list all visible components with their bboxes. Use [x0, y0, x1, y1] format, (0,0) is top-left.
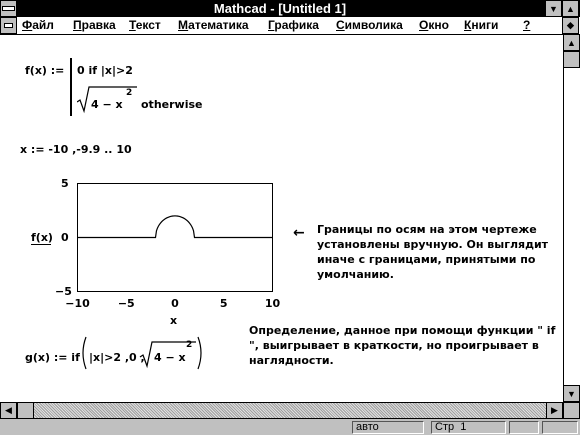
system-menu-icon[interactable]	[0, 0, 17, 17]
menu-bar	[0, 17, 580, 35]
status-page-label: Стр	[435, 421, 455, 433]
g-sqrt-exponent: 2	[186, 340, 193, 350]
y-label-underline	[31, 244, 51, 245]
menu-item[interactable]	[336, 18, 403, 32]
menu-item[interactable]	[523, 18, 530, 32]
vertical-scrollbar[interactable]	[563, 34, 580, 402]
menu-item-mnemonic: К	[464, 18, 472, 32]
cases-brace	[70, 58, 72, 116]
menu-item-label: айл	[32, 18, 54, 32]
x-tick-label: −5	[117, 297, 135, 310]
window-title: Mathcad - [Untitled 1]	[213, 1, 347, 16]
status-page	[431, 421, 506, 434]
minimize-button[interactable]: ▼	[545, 0, 562, 17]
scroll-right-button[interactable]: ▶	[546, 402, 563, 419]
f-def-lhs[interactable]: f(x) :=	[25, 64, 65, 77]
menu-item[interactable]	[178, 18, 249, 32]
menu-item-label: екст	[135, 18, 161, 32]
plot-area[interactable]	[77, 183, 273, 292]
x-axis-label[interactable]: x	[170, 314, 178, 327]
menu-item[interactable]	[22, 18, 54, 32]
scroll-corner	[563, 402, 580, 419]
menu-item[interactable]	[464, 18, 498, 32]
f-case-2-condition[interactable]: otherwise	[141, 98, 203, 111]
g-def-lhs[interactable]: g(x) := if	[25, 351, 80, 364]
menu-item-label: ниги	[471, 18, 499, 32]
note-if-definition[interactable]: Определение, данное при помощи функции " if ", выигрывает в краткости, но проигрывает в наглядности.	[249, 324, 556, 367]
maximize-button[interactable]: ▲	[562, 0, 579, 17]
f-case-2-exponent: 2	[126, 88, 133, 98]
x-tick-label: 0	[171, 297, 179, 310]
menu-item[interactable]	[129, 18, 161, 32]
document-control-icon[interactable]	[0, 17, 17, 34]
y-axis-label[interactable]: f(x)	[31, 231, 53, 244]
y-tick-label: 0	[61, 231, 69, 244]
scroll-up-button[interactable]: ▲	[563, 34, 580, 51]
menu-item-label: равка	[81, 18, 116, 32]
menu-item-mnemonic: Г	[268, 18, 275, 32]
hscroll-thumb[interactable]	[17, 402, 34, 419]
status-page-number: 1	[460, 421, 467, 433]
menu-item-label: имволика	[344, 18, 403, 32]
series-line-f	[78, 216, 273, 238]
range-definition[interactable]: x := -10 ,-9.9 .. 10	[20, 143, 132, 156]
arrow-icon: ←	[293, 225, 305, 241]
f-case-2-expr[interactable]: 4 − x	[91, 98, 123, 111]
menu-item[interactable]	[73, 18, 116, 32]
restore-button[interactable]: ◆	[562, 17, 579, 34]
x-tick-label: 10	[264, 297, 281, 310]
status-cell	[542, 421, 578, 434]
menu-item-label: атематика	[188, 18, 249, 32]
g-sqrt-expr[interactable]: 4 − x	[154, 351, 186, 364]
status-bar	[0, 419, 580, 435]
status-cell	[509, 421, 539, 434]
y-tick-label: −5	[55, 285, 72, 298]
note-axis-limits[interactable]: Границы по осям на этом чертеже установлены вручную. Он выглядит иначе с границами, принятыми по умолчанию.	[317, 223, 549, 281]
menu-item[interactable]	[268, 18, 319, 32]
menu-item-mnemonic: О	[419, 18, 429, 32]
scroll-down-button[interactable]: ▼	[563, 385, 580, 402]
status-mode: авто	[352, 421, 424, 434]
menu-item-label: рафика	[274, 18, 319, 32]
menu-item[interactable]	[419, 18, 449, 32]
x-tick-label: 5	[219, 297, 228, 310]
scroll-left-button[interactable]: ◀	[0, 402, 17, 419]
menu-item-mnemonic: Ф	[22, 18, 33, 32]
menu-item-mnemonic: Т	[129, 18, 136, 32]
horizontal-scrollbar[interactable]	[0, 402, 580, 419]
scroll-thumb[interactable]	[563, 51, 580, 68]
x-tick-label: −10	[65, 297, 90, 310]
y-tick-label: 5	[61, 177, 69, 190]
f-case-1[interactable]: 0 if |x|>2	[77, 64, 133, 77]
menu-item-mnemonic: С	[336, 18, 345, 32]
title-bar	[0, 0, 580, 17]
menu-item-mnemonic: П	[73, 18, 82, 32]
menu-item-mnemonic: М	[178, 18, 189, 32]
menu-item-label: кно	[428, 18, 449, 32]
g-args[interactable]: |x|>2 ,0 ,	[89, 351, 145, 364]
menu-item-mnemonic: ?	[523, 18, 531, 32]
